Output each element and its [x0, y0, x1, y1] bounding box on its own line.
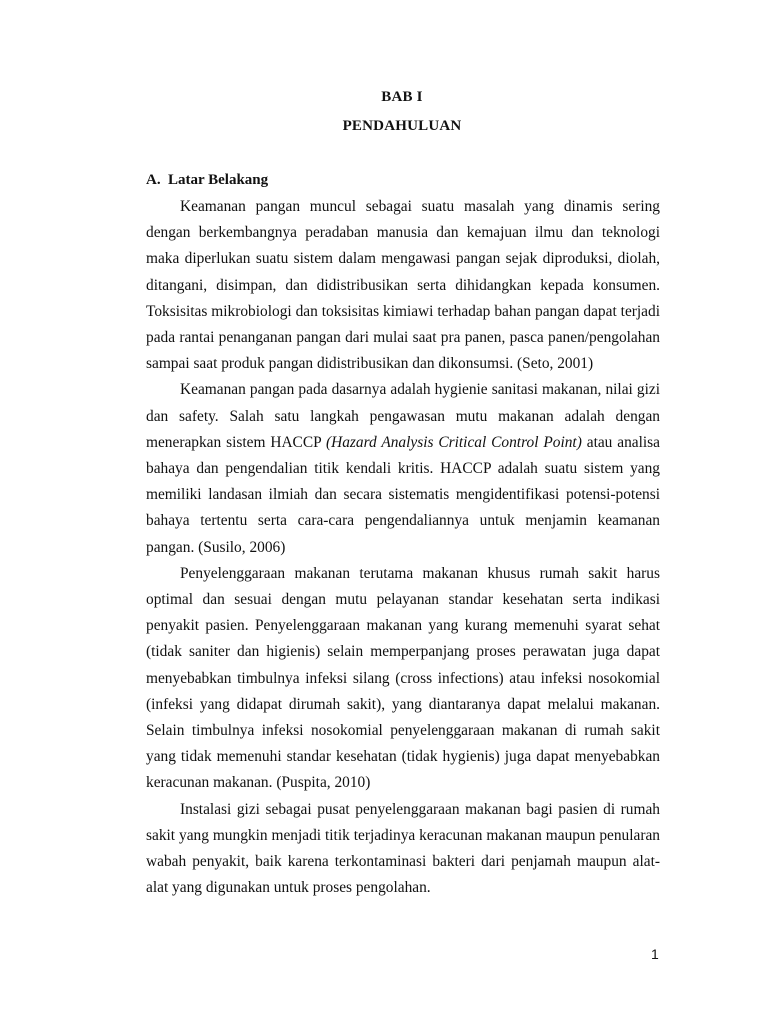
- chapter-title: PENDAHULUAN: [342, 118, 462, 134]
- paragraph-1: Keamanan pangan muncul sebagai suatu masalah yang dinamis sering dengan berkembangnya peradaban manusia dan kemajuan ilmu dan teknologi maka diperlukan suatu sistem dalam mengawasi pangan sejak diproduksi, diolah, ditangani, disimpan, dan didistribusikan serta dihidangkan kepada konsumen. Toksisitas mikrobiologi dan toksisitas kimiawi terhadap bahan pangan dapat terjadi pada rantai penanganan pangan dari mulai saat pra panen, pasca panen/pengolahan sampai saat produk pangan didistribusikan dan dikonsumsi. (Seto, 2001): [146, 198, 660, 373]
- haccp-expansion: (Hazard Analysis Critical Control Point): [325, 433, 582, 451]
- paragraph-2-text-end: atau analisa bahaya dan pengendalian titik kendali kritis. HACCP adalah suatu sistem yang memiliki landasan ilmiah dan secara sistematis mengidentifikasi potensi-potensi bahaya tertentu serta cara-cara pengendaliannya untuk menjamin keamanan pangan. (Susilo, 2006): [146, 433, 660, 556]
- chapter-number: BAB I: [381, 89, 423, 105]
- section-heading: [146, 172, 268, 189]
- paragraph-2-text-start: Keamanan pangan pada dasarnya adalah hygienie sanitasi makanan, nilai gizi dan safety. Salah satu langkah pengawasan mutu makanan adalah dengan menerapkan sistem HACCP: [146, 381, 660, 451]
- body-text: [146, 194, 660, 901]
- paragraph-3: Penyelenggaraan makanan terutama makanan khusus rumah sakit harus optimal dan sesuai dengan mutu pelayanan standar kesehatan serta indikasi penyakit pasien. Penyelenggaraan makanan yang kurang memenuhi syarat sehat (tidak saniter dan higienis) selain memperpanjang proses perawatan juga dapat menyebabkan timbulnya infeksi silang (cross infections) atau infeksi nosokomial (infeksi yang didapat dirumah sakit), yang diantaranya dapat melalui makanan. Selain timbulnya infeksi nosokomial penyelenggaraan makanan di rumah sakit yang tidak memenuhi standar kesehatan (tidak hygienis) juga dapat menyebabkan keracunan makanan. (Puspita, 2010): [146, 564, 660, 792]
- section-title: Latar Belakang: [168, 172, 269, 188]
- section-letter: A.: [146, 172, 161, 188]
- paragraph-2: [146, 377, 660, 560]
- page-number: 1: [651, 946, 659, 962]
- paragraph-4: Instalasi gizi sebagai pusat penyelenggaraan makanan bagi pasien di rumah sakit yang mungkin menjadi titik terjadinya keracunan makanan maupun penularan wabah penyakit, baik karena terkontaminasi bakteri dari penjamah maupun alat-alat yang digunakan untuk proses pengolahan.: [146, 800, 660, 897]
